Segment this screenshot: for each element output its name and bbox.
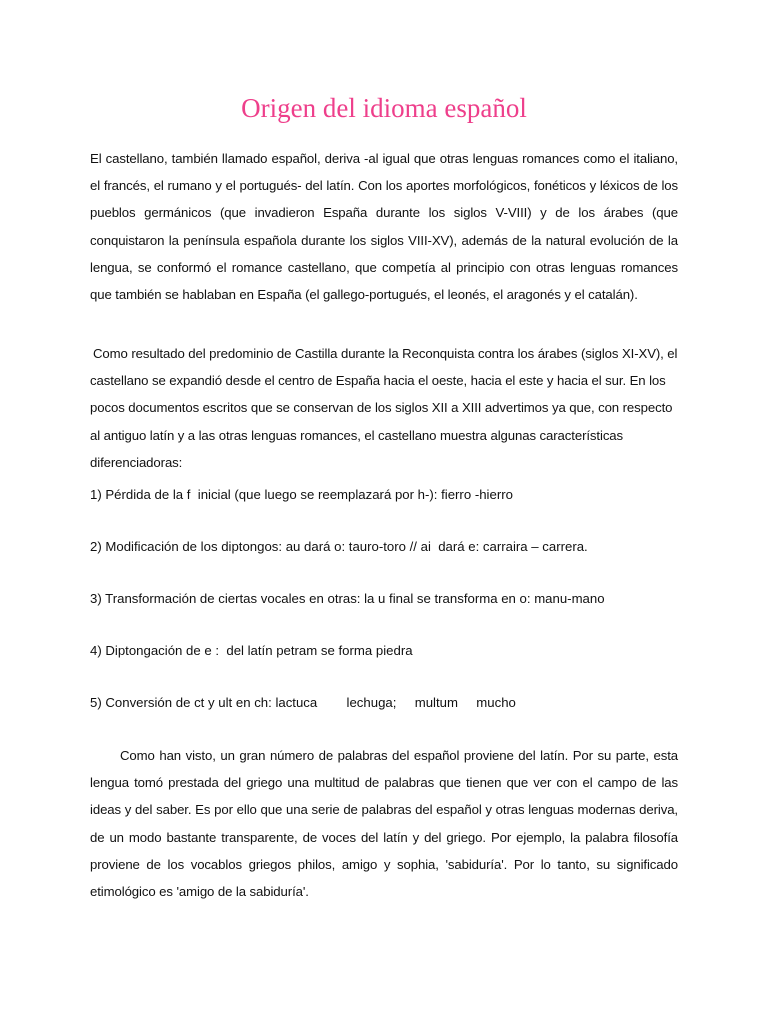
list-item: 2) Modificación de los diptongos: au dará o: tauro-toro // ai dará e: carraira – carrera. <box>90 539 588 554</box>
list-item: 3) Transformación de ciertas vocales en otras: la u final se transforma en o: manu-mano <box>90 591 605 606</box>
paragraph-greek-latin: Como han visto, un gran número de palabras del español proviene del latín. Por su parte, esta lengua tomó prestada del griego una multitud de palabras que tienen que ver con el campo de las ideas y del saber. Es por ello que una serie de palabras del español y otras lenguas modernas deriva, de un modo bastante transparente, de voces del latín y del griego. Por ejemplo, la palabra filosofía proviene de los vocablos griegos philos, amigo y sophia, 'sabiduría'. Por lo tanto, su significado etimológico es 'amigo de la sabiduría'. <box>90 748 678 900</box>
document-title: Origen del idioma español <box>241 93 527 123</box>
paragraph-castilla: Como resultado del predominio de Castilla durante la Reconquista contra los árabes (siglos XI-XV), el castellano se expandió desde el centro de España hacia el oeste, hacia el este y hacia el sur. En los pocos documentos escritos que se conservan de los siglos XII a XIII advertimos ya que, con respecto al antiguo latín y a las otras lenguas romances, el castellano muestra algunas características diferenciadoras: <box>90 346 678 470</box>
list-item: 4) Diptongación de e : del latín petram se forma piedra <box>90 643 413 658</box>
paragraph-origin: El castellano, también llamado español, deriva -al igual que otras lenguas romances como el italiano, el francés, el rumano y el portugués- del latín. Con los aportes morfológicos, fonéticos y léxicos de los pueblos germánicos (que invadieron España durante los siglos V-VIII) y de los árabes (que conquistaron la península española durante los siglos VIII-XV), además de la natural evolución de la lengua, se conformó el romance castellano, que competía al principio con otras lenguas romances que también se hablaban en España (el gallego-portugués, el leonés, el aragonés y el catalán). <box>90 151 678 303</box>
list-item: 5) Conversión de ct y ult en ch: lactuca lechuga; multum mucho <box>90 695 516 710</box>
list-item: 1) Pérdida de la f inicial (que luego se reemplazará por h-): fierro -hierro <box>90 487 513 502</box>
